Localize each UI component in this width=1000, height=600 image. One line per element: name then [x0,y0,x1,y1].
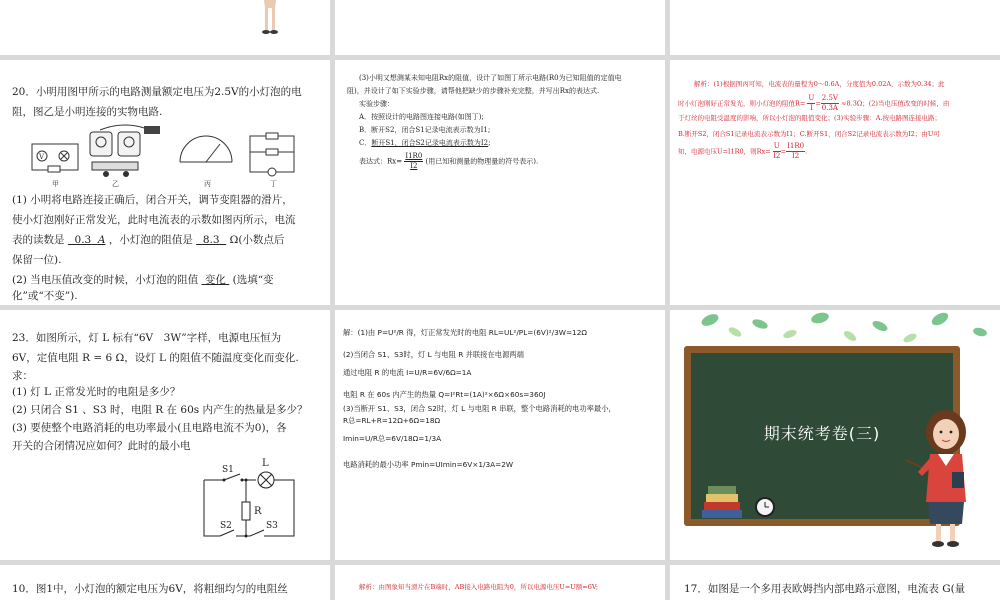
solution-fraction [773,142,781,161]
slide-question-20-part3 [335,60,665,305]
circuit-label-l: L [262,458,269,469]
q23-line5: (2) 只闭合 S1 、S3 时，电阻 R 在 60s 内产生的热量是多少？ [12,404,308,416]
q20-part1-line4: 保留一位). [12,254,62,266]
q20-part1-line1: (1) 小明将电路连接正确后，闭合开关，调节变阻器的滑片， [12,194,293,206]
cover-title: 期末统考卷(三) [763,424,881,443]
q20-answer-change-value: 变化 [204,274,226,286]
q17-line1: 17．如图是一个多用表欧姆挡内部电路示意图，电流表 G(量 [684,583,966,595]
slide-top-left [0,0,330,55]
q23-solution-l1: 解：(1)由 P=U²/R 得，灯正常发光时的电阻 RL=UL²/PL=(6V)²/3W=12Ω [343,328,587,337]
q23-solution-l2: (2)当闭合 S1、S3时，灯 L 与电阻 R 并联接在电源两端 [343,350,524,359]
q20-part3-step-c: C．断开S1，闭合S2记录电流表示数为I2; [359,139,491,147]
slide-top-middle [335,0,665,55]
q20-answer-current-value: 0.3 [74,234,92,246]
fraction-denominator: 0.3A [821,104,838,112]
q23-line3: 求： [12,370,33,382]
slide-question-20 [0,60,330,305]
fig-label-d: 丁 [270,180,277,188]
q20-solution-line2 [678,94,996,113]
q20-part3-line2: 阻)，并设计了如下实验步骤，请帮他把缺少的步骤补充完整，并写出Rx的表达式. [347,87,600,95]
fig-label-c: 丙 [204,180,211,188]
circuit-label-s1: S1 [222,465,234,475]
q23-line6: (3) 要使整个电路消耗的电功率最小(且电路电流不为0)，各 [12,422,287,434]
q20-part3-step-a: A．按照设计的电路图连接电路(如图丁); [359,113,484,121]
q23-circuit-diagram [190,450,310,548]
q23-solution-l8: 电路消耗的最小功率 Pmin=UImin=6V×1/3A=2W [343,460,514,469]
q20-solution-line3: 于灯丝的电阻受温度的影响，所以小灯泡的阻值变化；(3)实验步骤：A.按电路图连接电路； [678,114,941,122]
q23-line4: (1) 灯 L 正常发光时的电阻是多少？ [12,386,181,398]
q23-line7: 开关的合闭情况应如何？此时的最小电 [12,440,191,452]
teacher-figure-partial [255,0,285,40]
slide-question-17 [670,565,1000,600]
books-icon [700,486,748,520]
q20-part3-step-b: B．断开S2，闭合S1记录电流表示数为I1; [359,126,491,134]
slide-top-right [670,0,1000,55]
fraction-numerator: U [773,142,780,150]
solution-text: 知，电源电压U=I1R0，则Rx= [678,147,771,156]
q10-line1: 10．图1中，小灯泡的额定电压为6V，将粗细均匀的电阻丝 [12,583,288,595]
fraction-numerator: I1R0 [405,152,423,160]
q23-line2: 6V，定值电阻 R = 6 Ω，设灯 L 的阻值不随温度变化而变化. [12,352,299,364]
q20-solution-line5 [678,142,807,161]
leaves-decoration [670,310,1000,350]
svg-text:V: V [39,153,45,161]
q20-text: (用已知和测量的物理量的符号表示). [425,157,539,166]
q23-line1: 23．如图所示，灯 L 标有“6V 3W”字样，电源电压恒为 [12,332,282,344]
slide-question-10-solution [335,565,665,600]
q20-part1-line3 [12,230,318,250]
q20-part3-expression [359,152,538,171]
q20-text: Ω(小数点后 [229,234,285,246]
solution-text: 时小灯泡刚好正常发光，则小灯泡的阻值R= [678,99,806,108]
q20-text: C． [359,139,372,147]
solution-text: = [815,99,821,108]
circuit-label-s3: S3 [266,521,278,531]
q20-part3-step-c-answer: 断开S1，闭合S2记录电流表示数为I2 [371,139,489,147]
q20-text: (选填“变 [232,274,274,286]
q20-part3-steps-label: 实验步骤： [359,100,394,108]
solution-fraction [786,142,808,161]
clock-icon [754,496,776,518]
circuit-label-r: R [254,506,262,517]
solution-fraction [821,94,839,113]
fraction-denominator: I2 [773,152,781,160]
q20-part3-line1: (3)小明又想测某未知电阻Rx的阻值，设计了如图丁所示电路(R0为已知阻值的定值电 [359,74,622,82]
fraction-denominator: I2 [410,162,418,170]
fraction-numerator: I1R0 [787,142,805,150]
q20-solution-line1: 解析：(1)根据图丙可知，电流表的量程为0～0.6A，分度值为0.02A，示数为0.34；此 [694,80,945,88]
solution-text: ≈8.3Ω；(2)当电压值改变的时候，由 [841,99,950,108]
q23-solution-l4: 电阻 R 在 60s 内产生的热量 Q=I²Rt=(1A)²×6Ω×60s=360J [343,390,546,399]
slide-question-23 [0,310,330,560]
slide-question-20-solution [670,60,1000,305]
q20-answer-resistance [196,234,226,246]
solution-text: = [780,147,787,156]
teacher-figure [902,402,982,552]
fig-label-a: 甲 [52,180,59,188]
q23-solution-l6: R总=RL+R=12Ω+6Ω=18Ω [343,416,441,425]
slide-question-23-solution [335,310,665,560]
slide-question-10 [0,565,330,600]
q20-solution-line4: B.断开S2，闭合S1记录电流表示数为I1；C.断开S1，闭合S2记录电流表示数为I2；由U可 [678,130,940,138]
slide-cover [670,310,1000,560]
q20-unit: A [97,234,106,246]
q10-solution-line1: 解析：由图象知当滑片在B端时，AB接入电路电阻为0，所以电源电压U=U额=6V; [359,583,599,591]
q20-prompt: 20．小明用图甲所示的电路测量额定电压为2.5V的小灯泡的电阻，图乙是小明连接的实物电路. [12,86,302,118]
q20-part1-line2: 使小灯泡刚好正常发光，此时电流表的示数如图丙所示，电流 [12,214,296,226]
circuit-label-s2: S2 [220,521,232,531]
q20-answer-resistance-value: 8.3 [202,234,220,246]
q20-answer-change [202,274,230,286]
fraction-denominator: I [809,104,813,112]
q20-figures [30,122,300,188]
q20-part2-line2: 化”或“不变”). [12,290,78,302]
q23-solution-l7: Imin=U/R总=6V/18Ω=1/3A [343,434,442,443]
q20-text: 表的读数是 [12,234,65,246]
q23-solution-l5: (3)当断开 S1、S3，闭合 S2时，灯 L 与电阻 R 串联，整个电路消耗的电功率最小， [343,404,616,413]
fraction-numerator: 2.5V [821,94,838,102]
q20-text: 表达式：Rx= [359,157,403,166]
q20-text: ，小灯泡的阻值是 [108,234,193,246]
fraction-denominator: I2 [791,152,800,160]
q20-part3-fraction [404,152,423,171]
q23-solution-l3: 通过电阻 R 的电流 I=U/R=6V/6Ω=1A [343,368,472,377]
q20-answer-current [68,234,106,246]
solution-text: . [805,147,808,156]
q20-text: (2) 当电压值改变的时候，小灯泡的阻值 [12,274,199,286]
fraction-numerator: U [808,94,815,102]
fig-label-b: 乙 [112,180,119,188]
